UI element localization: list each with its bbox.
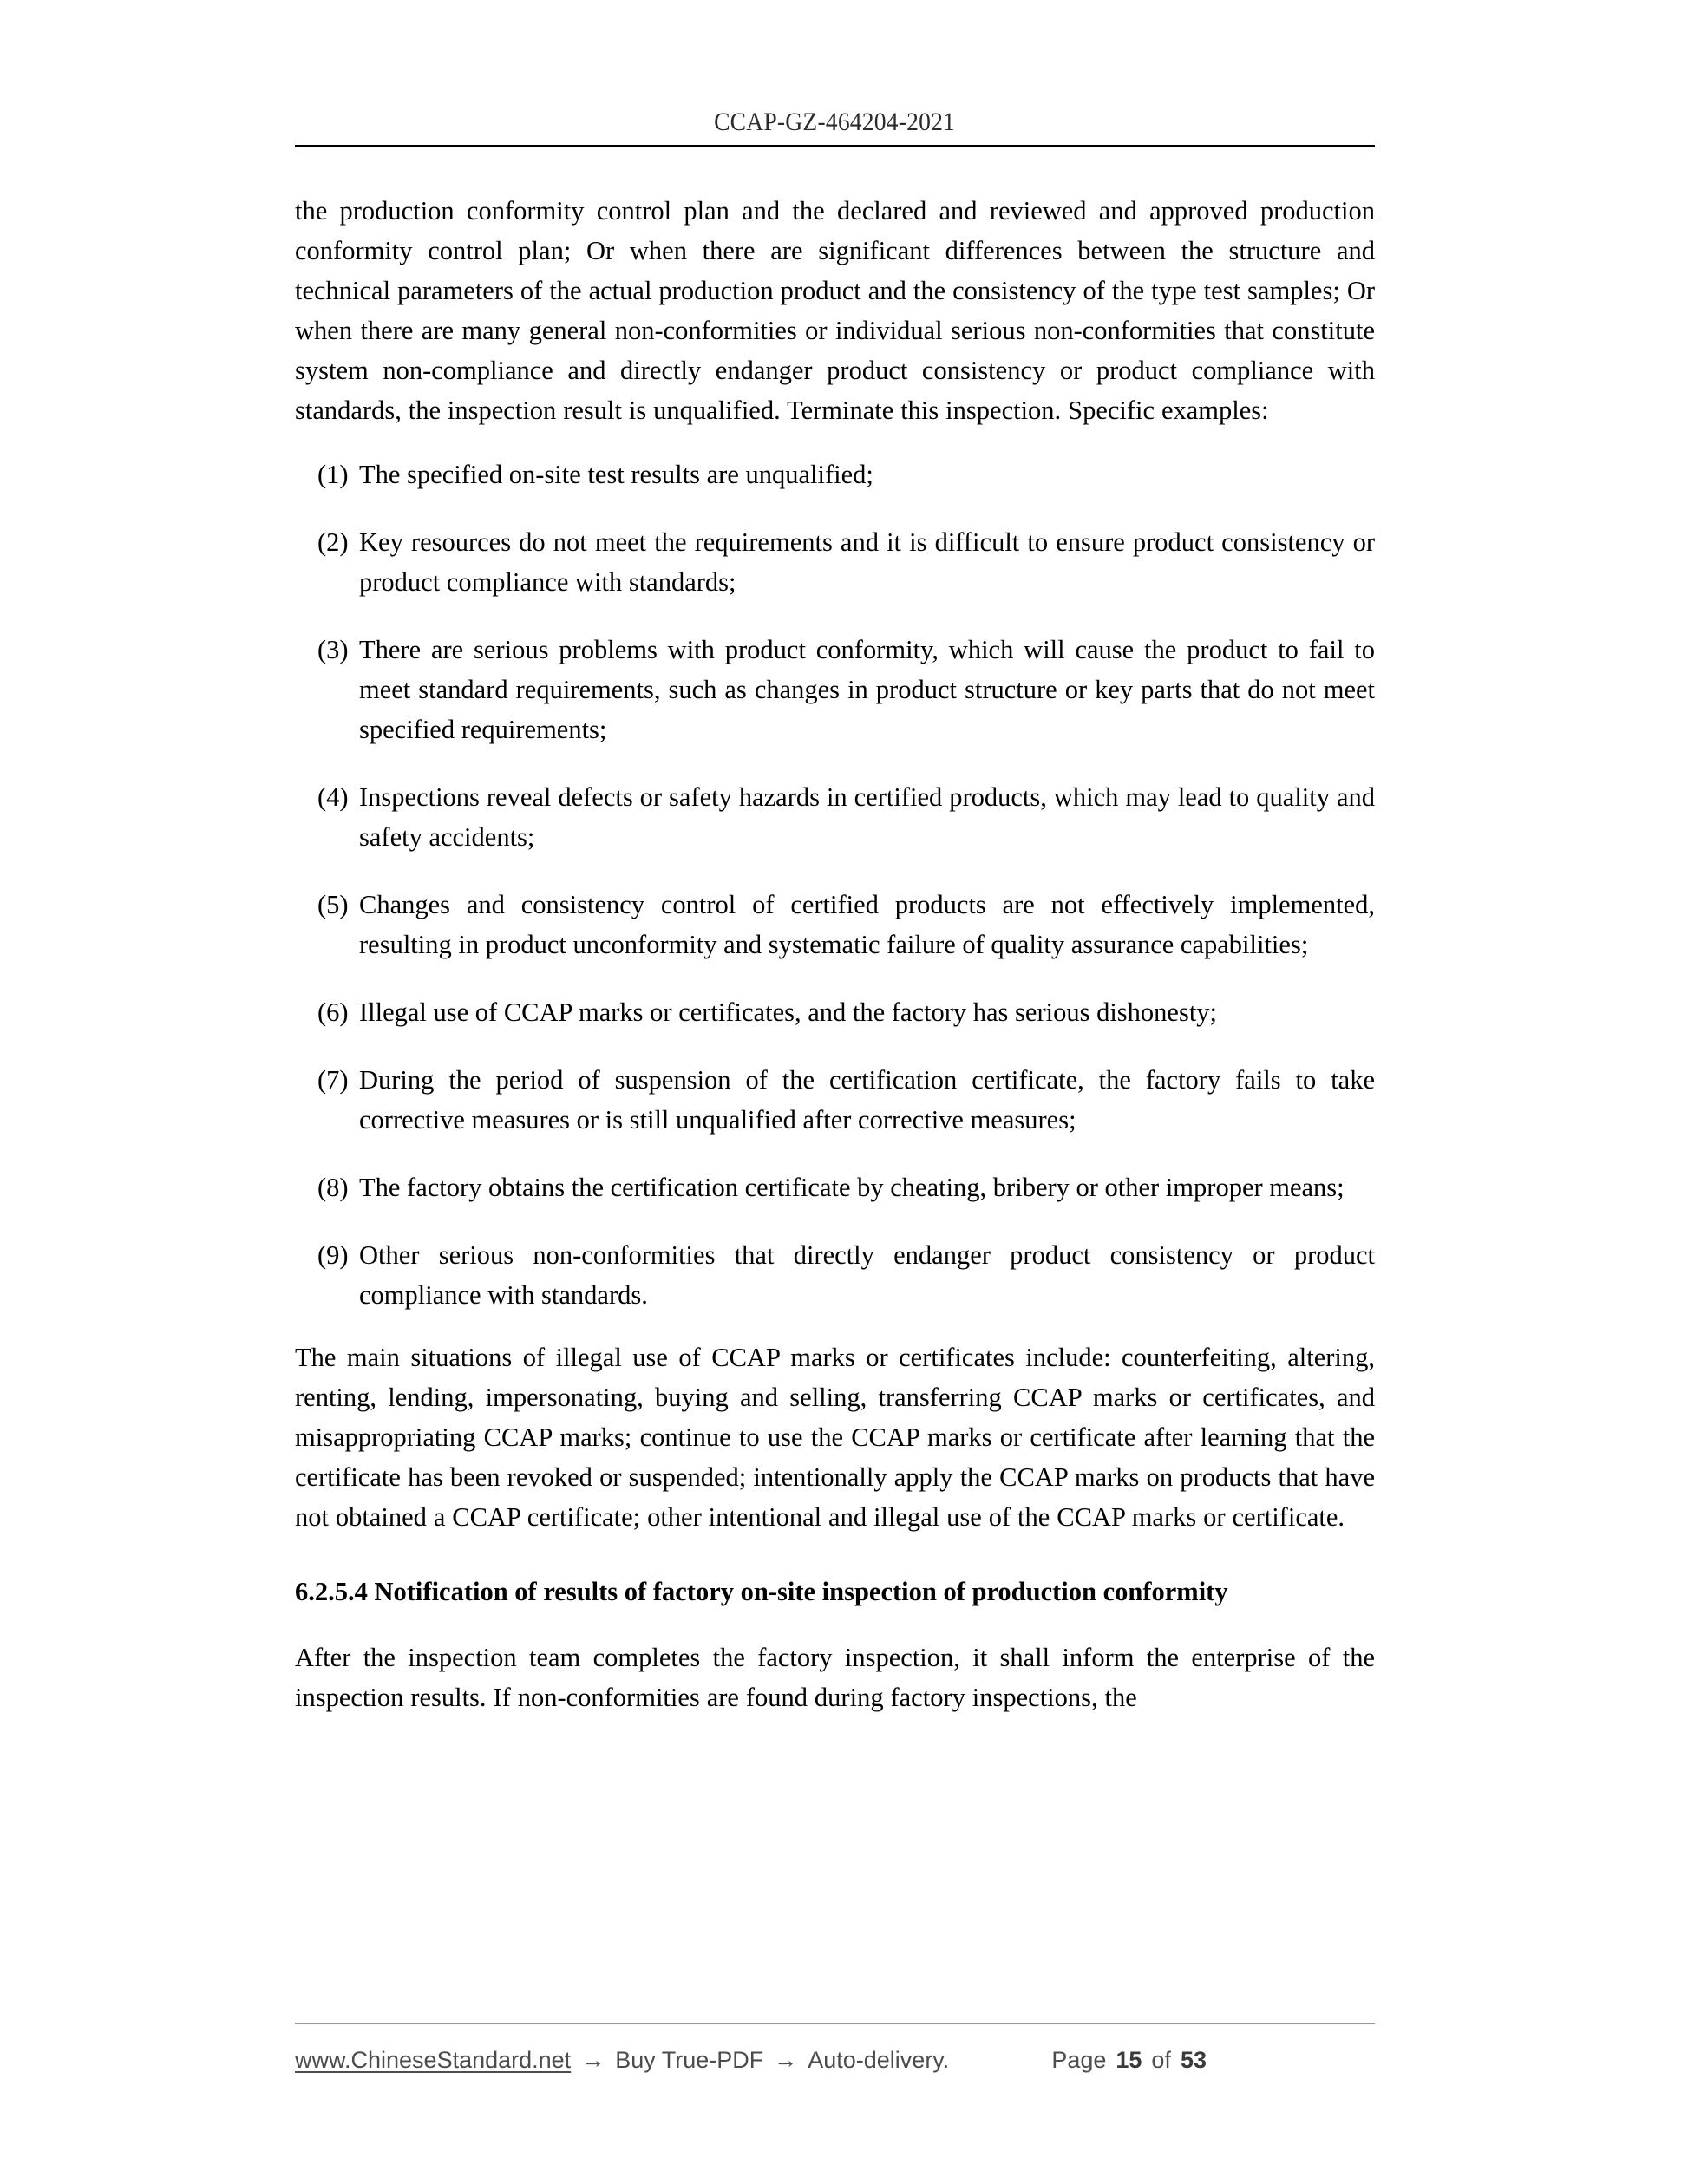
list-item: [295, 885, 1375, 964]
unqualified-examples-list: [295, 454, 1375, 1315]
list-item-marker: (1): [317, 460, 349, 489]
list-item-text: Illegal use of CCAP marks or certificates, and the factory has serious dishonesty;: [359, 997, 1218, 1027]
list-item-marker: (4): [317, 782, 349, 812]
list-item-text: During the period of suspension of the certification certificate, the factory fails to take corrective measures or is still unqualified after corrective measures;: [359, 1065, 1375, 1135]
list-item-marker: (3): [317, 635, 349, 664]
list-item: [295, 630, 1375, 749]
arrow-right-icon: →: [581, 2047, 605, 2073]
document-body: [295, 191, 1375, 1717]
list-item: [295, 1060, 1375, 1140]
list-item-marker: (8): [317, 1173, 349, 1202]
page-indicator: [1051, 2047, 1207, 2074]
page-of-label: of: [1151, 2047, 1171, 2073]
list-item: [295, 777, 1375, 857]
closing-paragraph: After the inspection team completes the factory inspection, it shall inform the enterprise of the inspection results. If non-conformities are found during factory inspections, the: [295, 1643, 1375, 1712]
page-footer: [295, 2023, 1375, 2074]
list-item-text: Key resources do not meet the requirements and it is difficult to ensure product consistency or product compliance with standards;: [359, 527, 1375, 597]
page-label: Page: [1051, 2047, 1107, 2073]
footer-promo: [295, 2047, 949, 2074]
footer-content: [295, 2047, 1375, 2074]
list-item-marker: (7): [317, 1065, 349, 1095]
list-item: [295, 1167, 1375, 1207]
list-item-marker: (5): [317, 890, 349, 919]
footer-delivery-label: Auto-delivery.: [808, 2047, 950, 2073]
list-item: [295, 992, 1375, 1032]
list-item-marker: (2): [317, 527, 349, 557]
arrow-right-icon: →: [774, 2047, 798, 2073]
list-item-text: The factory obtains the certification certificate by cheating, bribery or other improper means;: [359, 1173, 1345, 1202]
footer-divider: [295, 2023, 1375, 2024]
section-heading-6-2-5-4: 6.2.5.4 Notification of results of factory on-site inspection of production conformity: [295, 1577, 1228, 1606]
list-item-text: Inspections reveal defects or safety hazards in certified products, which may lead to quality and safety accidents;: [359, 782, 1375, 852]
list-item-text: There are serious problems with product conformity, which will cause the product to fail to meet standard requirements, such as changes in product structure or key parts that do not meet specified requirements;: [359, 635, 1375, 744]
header-divider: [295, 145, 1375, 147]
list-item-marker: (6): [317, 997, 349, 1027]
list-item-text: Other serious non-conformities that directly endanger product consistency or product compliance with standards.: [359, 1240, 1375, 1310]
list-item-text: The specified on-site test results are unqualified;: [359, 460, 873, 489]
list-item-text: Changes and consistency control of certified products are not effectively implemented, resulting in product unconformity and systematic failure of quality assurance capabilities;: [359, 890, 1375, 959]
page-total: 53: [1180, 2047, 1207, 2073]
document-number: CCAP-GZ-464204-2021: [714, 108, 956, 136]
page-content: [295, 0, 1375, 1717]
list-item: [295, 522, 1375, 602]
intro-paragraph: the production conformity control plan and the declared and reviewed and approved production conformity control plan; Or when there are significant differences between the structure and technical parameters of the actual production product and the consistency of the type test samples; Or when there are many general non-conformities or individual serious non-conformities that constitute system non-compliance and directly endanger product consistency or product compliance with standards, the inspection result is unqualified. Terminate this inspection. Specific examples:: [295, 196, 1375, 425]
footer-buy-label: Buy True-PDF: [615, 2047, 764, 2073]
list-item: [295, 1235, 1375, 1315]
illegal-use-paragraph: The main situations of illegal use of CCAP marks or certificates include: counterfeiting, altering, renting, lending, impersonating, buying and selling, transferring CCAP marks or certificates, and misappropriating CCAP marks; continue to use the CCAP marks or certificate after learning that the certificate has been revoked or suspended; intentionally apply the CCAP marks on products that have not obtained a CCAP certificate; other intentional and illegal use of the CCAP marks or certificate.: [295, 1343, 1375, 1532]
footer-website-link[interactable]: www.ChineseStandard.net: [295, 2047, 572, 2073]
list-item: [295, 454, 1375, 494]
page-number: 15: [1116, 2047, 1142, 2073]
list-item-marker: (9): [317, 1240, 349, 1270]
document-header: [295, 0, 1375, 147]
